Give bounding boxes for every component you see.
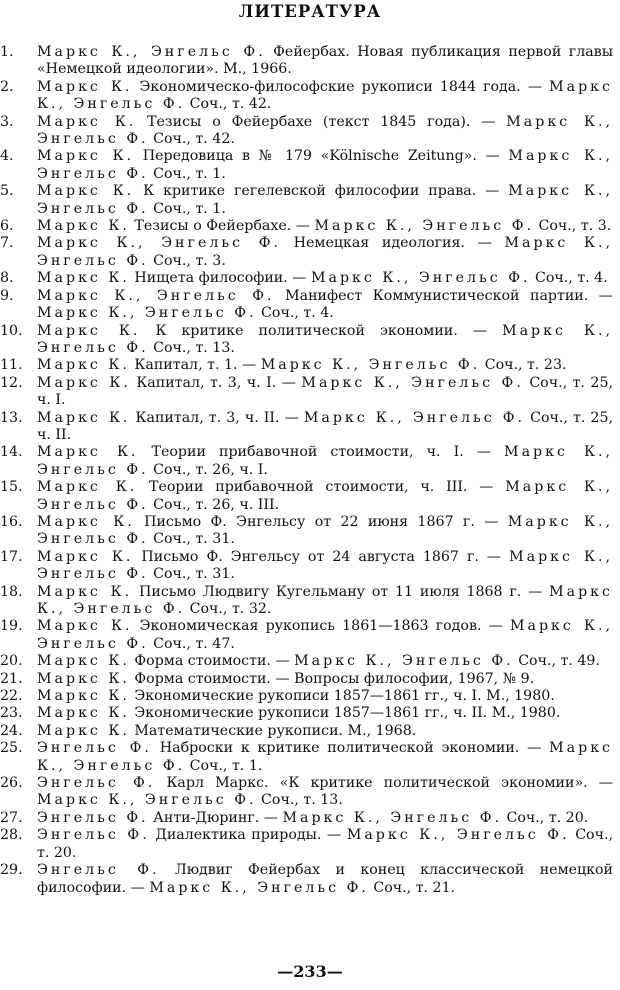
reference-text: Соч., т. 3. bbox=[148, 252, 226, 269]
reference-text: Передовица в № 179 «Kölnische Zeitung». — bbox=[134, 148, 509, 165]
reference-text: Математические рукописи. М., 1968. bbox=[129, 722, 417, 739]
reference-item bbox=[0, 862, 620, 897]
reference-text: Диалектика природы. — bbox=[149, 827, 347, 844]
reference-item bbox=[0, 705, 620, 722]
reference-author: Маркс К., Энгельс Ф. bbox=[37, 113, 613, 148]
reference-author: Маркс К., Энгельс Ф. bbox=[37, 305, 257, 322]
reference-text: К критике гегелевской философии права. — bbox=[134, 183, 509, 200]
reference-text: Соч., т. 31. bbox=[148, 531, 235, 548]
reference-item bbox=[0, 549, 620, 584]
reference-author: Маркс К., Энгельс Ф. bbox=[37, 78, 613, 113]
reference-author: Маркс К. bbox=[37, 148, 135, 165]
reference-author: Маркс К. bbox=[37, 374, 131, 391]
reference-text: Манифест Коммунистической партии. — bbox=[274, 287, 613, 304]
reference-text: К критике политической экономии. — bbox=[140, 322, 503, 339]
reference-text: Анти-Дюринг. — bbox=[148, 809, 283, 826]
reference-author: Маркс К. bbox=[37, 444, 139, 461]
reference-number: 22 . bbox=[0, 688, 34, 705]
reference-number: 23 . bbox=[0, 705, 34, 722]
reference-number: 25 . bbox=[0, 740, 34, 757]
reference-author: Маркс К., Энгельс Ф. bbox=[310, 270, 531, 287]
reference-number: 29 . bbox=[0, 862, 34, 879]
reference-item bbox=[0, 688, 620, 705]
reference-author: Энгельс Ф. bbox=[37, 862, 160, 879]
reference-number: 4 . bbox=[0, 148, 34, 165]
reference-author: Маркс К. bbox=[37, 479, 138, 496]
reference-text: Соч., т. 42. bbox=[148, 131, 235, 148]
reference-text: Нищета философии. — bbox=[129, 270, 311, 287]
reference-author: Маркс К. bbox=[37, 322, 141, 339]
reference-author: Маркс К., Энгельс Ф. bbox=[37, 583, 613, 617]
reference-number: 3 . bbox=[0, 114, 34, 131]
reference-number: 27 . bbox=[0, 810, 34, 827]
reference-item bbox=[0, 288, 620, 323]
reference-author: Маркс К., Энгельс Ф. bbox=[37, 479, 613, 513]
reference-text: Немецкая идеология. — bbox=[280, 235, 505, 252]
reference-text: Соч., т. 32. bbox=[185, 601, 272, 617]
reference-text: Экономические рукописи 1857—1861 гг., ч. I. М., 1980. bbox=[129, 688, 555, 705]
reference-item bbox=[0, 775, 620, 810]
reference-author: Энгельс Ф. bbox=[37, 809, 149, 826]
reference-number: 8 . bbox=[0, 270, 34, 287]
reference-number: 5 . bbox=[0, 183, 34, 200]
reference-number: 7 . bbox=[0, 235, 34, 252]
reference-text: Письмо Людвигу Кугельману от 11 июля 1868 г. — bbox=[132, 583, 550, 600]
reference-text: Капитал, т. 1. — bbox=[129, 357, 261, 374]
reference-item bbox=[0, 514, 620, 549]
reference-text: Соч., т. 4. bbox=[256, 305, 334, 322]
reference-text: Соч., т. 20. bbox=[37, 827, 613, 861]
reference-author: Маркс К. bbox=[37, 722, 130, 739]
reference-author: Маркс К. bbox=[37, 409, 131, 426]
reference-number: 28 . bbox=[0, 827, 34, 844]
reference-author: Маркс К., Энгельс Ф. bbox=[314, 218, 535, 235]
reference-author: Маркс К., Энгельс Ф. bbox=[37, 148, 613, 182]
reference-author: Маркс К. bbox=[37, 218, 130, 235]
reference-text: Соч., т. 25, ч. II. bbox=[37, 409, 613, 443]
reference-text: Капитал, т. 3, ч. II. — bbox=[130, 409, 304, 426]
reference-author: Маркс К. bbox=[37, 113, 137, 130]
reference-author: Маркс К. bbox=[37, 618, 133, 635]
reference-author: Маркс К. bbox=[37, 583, 133, 600]
reference-item bbox=[0, 479, 620, 514]
reference-item bbox=[0, 357, 620, 374]
reference-text: Соч., т. 13. bbox=[256, 792, 343, 809]
reference-text: Соч., т. 13. bbox=[148, 339, 235, 356]
reference-item bbox=[0, 235, 620, 270]
reference-item bbox=[0, 323, 620, 358]
reference-number: 13 . bbox=[0, 410, 34, 427]
reference-text: Теории прибавочной стоимости, ч. I. — bbox=[138, 444, 505, 461]
reference-item bbox=[0, 618, 620, 653]
reference-text: Соч., т. 26, ч. I. bbox=[148, 461, 268, 478]
reference-text: Экономическая рукопись 1861—1863 годов. — bbox=[132, 618, 510, 635]
reference-number: 9 . bbox=[0, 288, 34, 305]
reference-text: Соч., т. 20. bbox=[502, 809, 589, 826]
reference-number: 1 . bbox=[0, 44, 34, 61]
reference-number: 2 . bbox=[0, 79, 34, 96]
reference-text: Письмо Ф. Энгельсу от 24 августа 1867 г. — bbox=[133, 548, 510, 565]
reference-item bbox=[0, 270, 620, 287]
reference-text: Фейербах. Новая публикация первой главы «Немецкой идеологии». М., 1966. bbox=[37, 44, 613, 78]
reference-author: Маркс К., Энгельс Ф. bbox=[37, 513, 613, 548]
reference-text: Соч., т. 47. bbox=[148, 635, 235, 652]
reference-text: Соч., т. 23. bbox=[480, 357, 567, 374]
reference-text: Соч., т. 31. bbox=[148, 566, 235, 583]
reference-item bbox=[0, 218, 620, 235]
reference-number: 18 . bbox=[0, 584, 34, 601]
reference-item bbox=[0, 653, 620, 670]
reference-author: Энгельс Ф. bbox=[37, 740, 152, 757]
reference-number: 17 . bbox=[0, 549, 34, 566]
reference-author: Маркс К., Энгельс Ф. bbox=[37, 548, 613, 583]
reference-item bbox=[0, 444, 620, 479]
reference-number: 21 . bbox=[0, 671, 34, 688]
reference-text: Соч., т. 42. bbox=[185, 96, 272, 113]
reference-text: Людвиг Фейербах и конец классической немецкой философии. — bbox=[37, 862, 613, 896]
reference-item bbox=[0, 375, 620, 410]
page-title: ЛИТЕРАТУРА bbox=[238, 2, 382, 21]
reference-number: 6 . bbox=[0, 218, 34, 235]
reference-author: Маркс К. bbox=[37, 653, 130, 670]
reference-text: Тезисы о Фейербахе (текст 1845 года). — bbox=[136, 113, 507, 130]
reference-author: Маркс К. bbox=[37, 688, 130, 705]
reference-item bbox=[0, 183, 620, 218]
reference-item bbox=[0, 44, 620, 79]
reference-author: Маркс К. bbox=[37, 513, 135, 530]
reference-author: Энгельс Ф. bbox=[37, 827, 150, 844]
reference-item bbox=[0, 114, 620, 149]
reference-text: Наброски к критике политической экономии. — bbox=[151, 740, 550, 757]
reference-item bbox=[0, 410, 620, 445]
reference-author: Маркс К., Энгельс Ф. bbox=[37, 322, 613, 356]
reference-author: Маркс К., Энгельс Ф. bbox=[37, 618, 614, 652]
reference-author: Маркс К., Энгельс Ф. bbox=[37, 792, 257, 809]
reference-text: Тезисы о Фейербахе. — bbox=[129, 218, 315, 235]
reference-text: Форма стоимости. — bbox=[129, 653, 295, 670]
reference-text: Соч., т. 25, ч. I. bbox=[37, 374, 613, 409]
reference-text: Экономические рукописи 1857—1861 гг., ч. II. М., 1980. bbox=[129, 705, 561, 722]
reference-author: Маркс К., Энгельс Ф. bbox=[282, 809, 502, 826]
reference-item bbox=[0, 671, 620, 688]
reference-text: Соч., т. 4. bbox=[530, 270, 608, 287]
reference-item bbox=[0, 740, 620, 775]
reference-text: Соч., т. 1. bbox=[185, 757, 263, 774]
reference-item bbox=[0, 827, 620, 862]
reference-number: 12 . bbox=[0, 375, 34, 392]
reference-author: Маркс К., Энгельс Ф. bbox=[37, 740, 614, 774]
reference-number: 15 . bbox=[0, 479, 34, 496]
reference-number: 24 . bbox=[0, 723, 34, 740]
reference-author: Маркс К., Энгельс Ф. bbox=[346, 827, 570, 844]
reference-author: Маркс К., Энгельс Ф. bbox=[149, 879, 369, 896]
reference-text: Соч., т. 49. bbox=[513, 653, 600, 670]
reference-number: 10 . bbox=[0, 323, 34, 340]
reference-author: Маркс К., Энгельс Ф. bbox=[37, 183, 613, 217]
reference-author: Маркс К. bbox=[37, 78, 133, 95]
reference-number: 14 . bbox=[0, 444, 34, 461]
reference-text: Теории прибавочной стоимости, ч. III. — bbox=[137, 479, 506, 496]
reference-author: Маркс К., Энгельс Ф. bbox=[303, 409, 526, 426]
reference-text: Соч., т. 21. bbox=[368, 879, 456, 896]
page-number: —233— bbox=[277, 962, 343, 981]
reference-text: Письмо Ф. Энгельсу от 22 июня 1867 г. — bbox=[134, 513, 508, 530]
reference-author: Маркс К., Энгельс Ф. bbox=[37, 235, 281, 252]
reference-item bbox=[0, 79, 620, 114]
reference-author: Маркс К. bbox=[37, 357, 130, 374]
reference-item bbox=[0, 148, 620, 183]
reference-item bbox=[0, 723, 620, 740]
reference-item bbox=[0, 810, 620, 827]
reference-author: Маркс К., Энгельс Ф. bbox=[37, 235, 613, 269]
reference-author: Энгельс Ф. bbox=[37, 775, 156, 792]
reference-author: Маркс К. bbox=[37, 670, 130, 687]
reference-text: Капитал, т. 3, ч. I. — bbox=[130, 374, 302, 391]
reference-author: Маркс К., Энгельс Ф. bbox=[37, 44, 266, 60]
reference-text: Карл Маркс. «К критике политической экономии». — bbox=[155, 775, 613, 792]
reference-number: 19 . bbox=[0, 618, 34, 635]
reference-author: Маркс К., Энгельс Ф. bbox=[260, 357, 481, 374]
reference-author: Маркс К., Энгельс Ф. bbox=[301, 374, 524, 391]
reference-text: Соч., т. 3. bbox=[534, 218, 612, 235]
reference-number: 11 . bbox=[0, 357, 34, 374]
reference-author: Маркс К., Энгельс Ф. bbox=[37, 444, 613, 478]
reference-list bbox=[0, 44, 620, 897]
reference-author: Маркс К. bbox=[37, 270, 130, 287]
reference-text: Форма стоимости. — Вопросы философии, 1967, № 9. bbox=[129, 670, 535, 687]
reference-text: Соч., т. 1. bbox=[148, 165, 226, 182]
reference-author: Маркс К. bbox=[37, 705, 130, 722]
reference-author: Маркс К. bbox=[37, 183, 135, 200]
reference-author: Маркс К., Энгельс Ф. bbox=[37, 287, 275, 304]
reference-text: Соч., т. 1. bbox=[148, 200, 226, 217]
reference-number: 20 . bbox=[0, 653, 34, 670]
reference-number: 26 . bbox=[0, 775, 34, 792]
reference-number: 16 . bbox=[0, 514, 34, 531]
reference-text: Экономическо-философские рукописи 1844 года. — bbox=[132, 78, 550, 95]
reference-text: Соч., т. 26, ч. III. bbox=[148, 496, 280, 513]
reference-author: Маркс К. bbox=[37, 548, 134, 565]
reference-author: Маркс К., Энгельс Ф. bbox=[294, 653, 514, 670]
reference-item bbox=[0, 584, 620, 619]
